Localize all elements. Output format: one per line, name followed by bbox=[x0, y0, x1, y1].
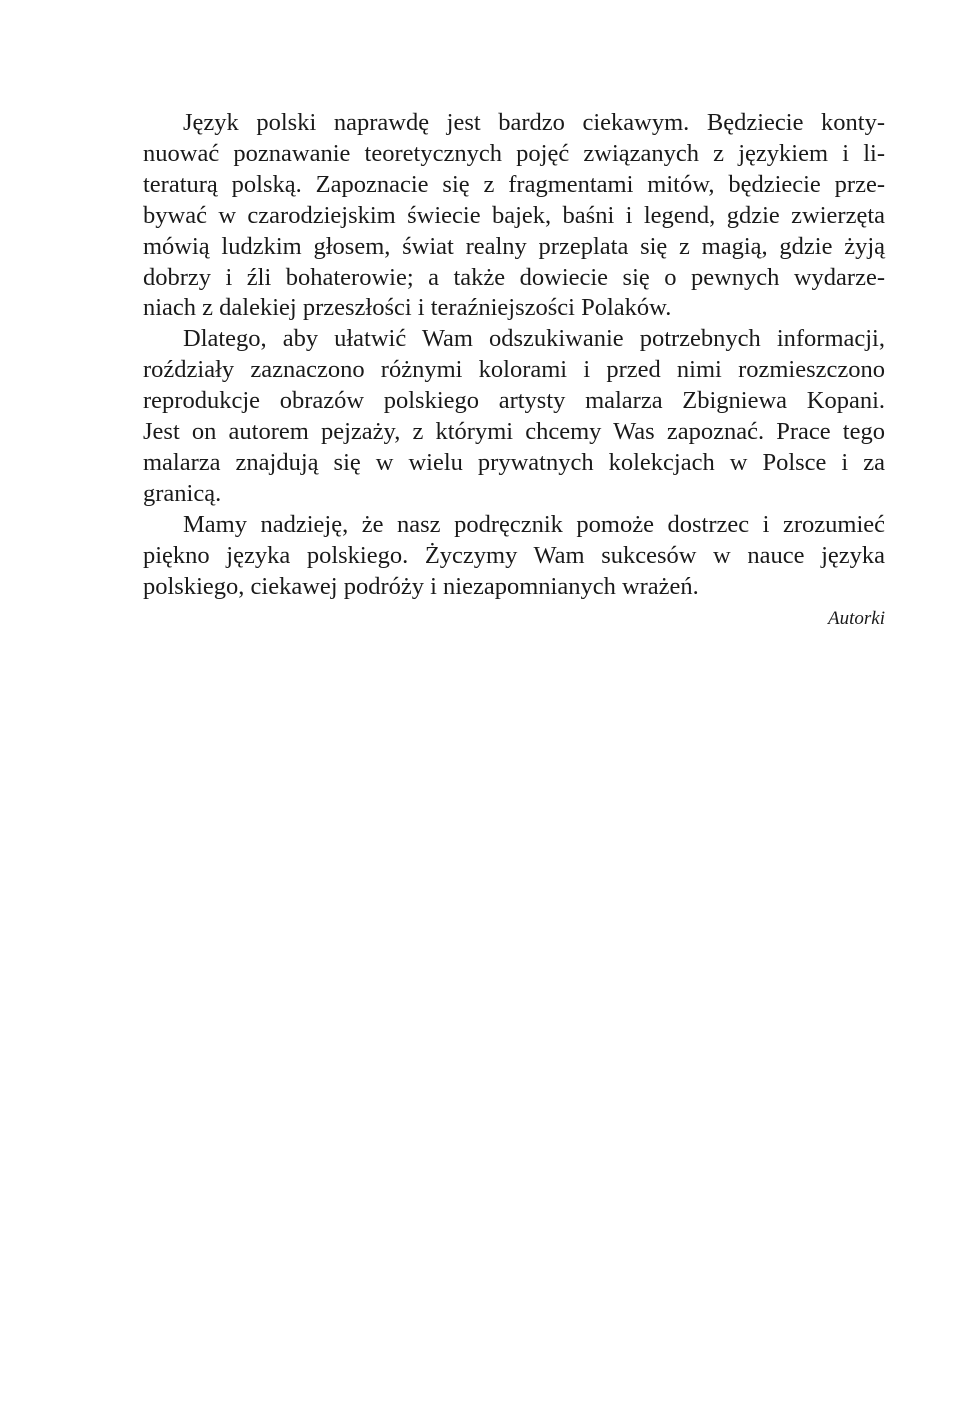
text-line: polskiego, ciekawej podróży i niezapomnianych wrażeń. bbox=[143, 572, 699, 600]
paragraph-1 bbox=[143, 108, 885, 324]
text-line: dobrzy i źli bohaterowie; a także dowiecie się o pewnych wydarze- bbox=[143, 263, 885, 291]
text-line: Mamy nadzieję, że nasz podręcznik pomoże dostrzec i zrozumieć bbox=[183, 510, 885, 538]
text-line: roździały zaznaczono różnymi kolorami i przed nimi rozmieszczono bbox=[143, 356, 885, 384]
document-page bbox=[143, 108, 885, 634]
paragraph-2 bbox=[143, 324, 885, 509]
text-line: teraturą polską. Zapoznacie się z fragmentami mitów, będziecie prze- bbox=[143, 170, 885, 198]
text-line: mówią ludzkim głosem, świat realny przeplata się z magią, gdzie żyją bbox=[143, 232, 885, 260]
text-line: Jest on autorem pejzaży, z którymi chcemy Was zapoznać. Prace tego bbox=[143, 418, 885, 446]
text-line: piękno języka polskiego. Życzymy Wam sukcesów w nauce języka bbox=[143, 541, 885, 569]
text-line: bywać w czarodziejskim świecie bajek, baśni i legend, gdzie zwierzęta bbox=[143, 201, 885, 229]
text-line: Dlatego, aby ułatwić Wam odszukiwanie potrzebnych informacji, bbox=[183, 325, 885, 353]
text-line: granicą. bbox=[143, 479, 222, 507]
text-line: niach z dalekiej przeszłości i teraźniejszości Polaków. bbox=[143, 294, 672, 322]
text-line: malarza znajdują się w wielu prywatnych kolekcjach w Polsce i za bbox=[143, 448, 885, 476]
text-line: nuować poznawanie teoretycznych pojęć związanych z językiem i li- bbox=[143, 139, 885, 167]
text-line: Język polski naprawdę jest bardzo ciekawym. Będziecie konty- bbox=[183, 109, 885, 136]
paragraph-3 bbox=[143, 510, 885, 603]
signature: Autorki bbox=[828, 607, 885, 629]
text-line: reprodukcje obrazów polskiego artysty malarza Zbigniewa Kopani. bbox=[143, 387, 885, 415]
